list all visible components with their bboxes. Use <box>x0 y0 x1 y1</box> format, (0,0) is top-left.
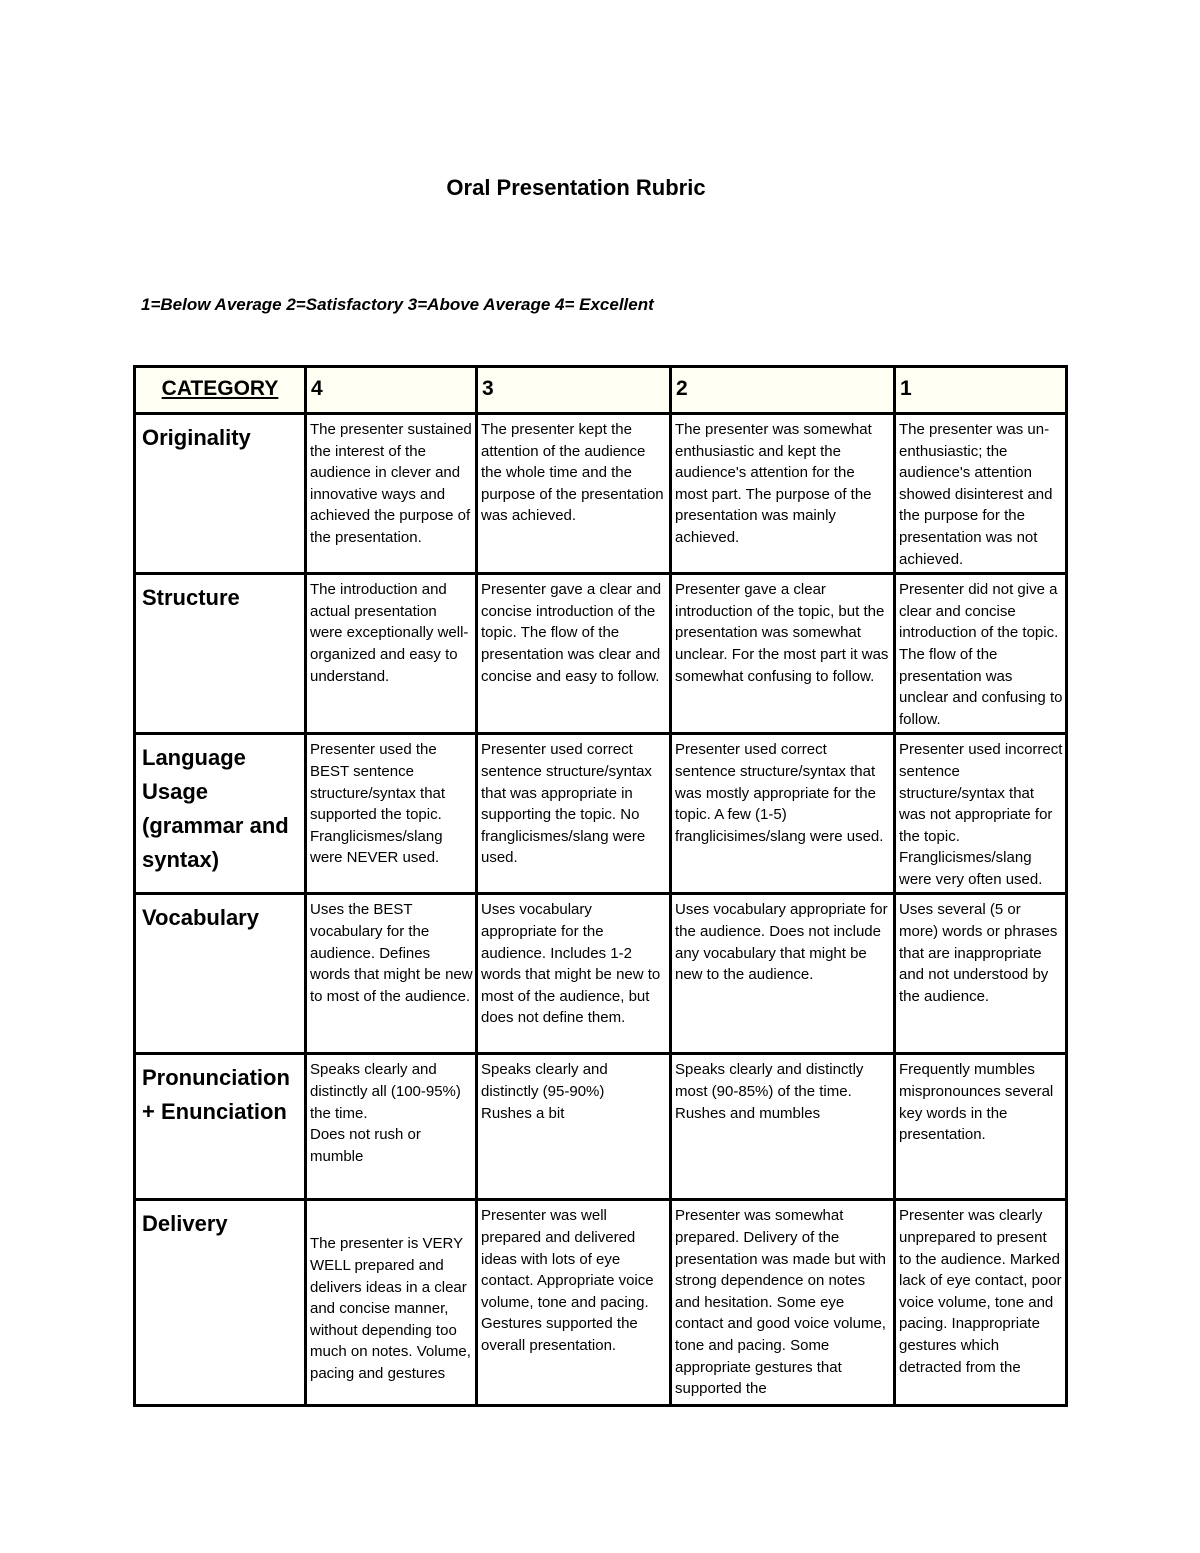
rubric-table <box>133 365 1068 1407</box>
table-cell: Speaks clearly and distinctly all (100-95%) the time. Does not rush or mumble <box>306 1054 477 1200</box>
table-row <box>135 734 1067 894</box>
table-cell: Frequently mumbles mispronounces several key words in the presentation. <box>895 1054 1067 1200</box>
table-cell: The presenter is VERY WELL prepared and delivers ideas in a clear and concise manner, without depending too much on notes. Volume, pacing and gestures <box>306 1200 477 1406</box>
table-cell: Presenter gave a clear and concise introduction of the topic. The flow of the presentation was clear and concise and easy to follow. <box>477 574 671 734</box>
table-cell: The presenter kept the attention of the audience the whole time and the purpose of the presentation was achieved. <box>477 414 671 574</box>
table-cell: Presenter did not give a clear and concise introduction of the topic. The flow of the presentation was unclear and confusing to follow. <box>895 574 1067 734</box>
category-language-usage: Language Usage (grammar and syntax) <box>135 734 306 894</box>
table-cell: Speaks clearly and distinctly most (90-85%) of the time. Rushes and mumbles <box>671 1054 895 1200</box>
table-row <box>135 894 1067 1054</box>
table-cell: Uses several (5 or more) words or phrases that are inappropriate and not understood by the audience. <box>895 894 1067 1054</box>
table-cell: Uses the BEST vocabulary for the audience. Defines words that might be new to most of the audience. <box>306 894 477 1054</box>
table-row <box>135 414 1067 574</box>
table-cell: Presenter was clearly unprepared to present to the audience. Marked lack of eye contact, poor voice volume, tone and pacing. Inappropriate gestures which detracted from the <box>895 1200 1067 1406</box>
category-structure: Structure <box>135 574 306 734</box>
table-cell: Presenter used correct sentence structure/syntax that was appropriate in supporting the topic. No franglicismes/slang were used. <box>477 734 671 894</box>
table-cell: The presenter sustained the interest of the audience in clever and innovative ways and achieved the purpose of the presentation. <box>306 414 477 574</box>
header-score-2: 2 <box>671 367 895 414</box>
table-cell: Speaks clearly and distinctly (95-90%) Rushes a bit <box>477 1054 671 1200</box>
header-category: CATEGORY <box>135 367 306 414</box>
table-cell: The presenter was un-enthusiastic; the audience's attention showed disinterest and the purpose for the presentation was not achieved. <box>895 414 1067 574</box>
table-row <box>135 574 1067 734</box>
category-vocabulary: Vocabulary <box>135 894 306 1054</box>
header-score-4: 4 <box>306 367 477 414</box>
table-cell: Presenter used incorrect sentence structure/syntax that was not appropriate for the topic. Franglicismes/slang were very often used. <box>895 734 1067 894</box>
rating-scale: 1=Below Average 2=Satisfactory 3=Above Average 4= Excellent <box>141 295 654 314</box>
table-cell: The introduction and actual presentation were exceptionally well- organized and easy to understand. <box>306 574 477 734</box>
category-pronunciation: Pronunciation + Enunciation <box>135 1054 306 1200</box>
header-score-1: 1 <box>895 367 1067 414</box>
header-row <box>135 367 1067 414</box>
table-row <box>135 1054 1067 1200</box>
category-originality: Originality <box>135 414 306 574</box>
table-cell: Presenter was well prepared and delivered ideas with lots of eye contact. Appropriate voice volume, tone and pacing. Gestures supported the overall presentation. <box>477 1200 671 1406</box>
table-cell: Uses vocabulary appropriate for the audience. Includes 1-2 words that might be new to most of the audience, but does not define them. <box>477 894 671 1054</box>
page-title: Oral Presentation Rubric <box>446 175 706 200</box>
category-delivery: Delivery <box>135 1200 306 1406</box>
table-cell: Presenter gave a clear introduction of the topic, but the presentation was somewhat unclear. For the most part it was somewhat confusing to follow. <box>671 574 895 734</box>
table-cell: Presenter was somewhat prepared. Delivery of the presentation was made but with strong dependence on notes and hesitation. Some eye contact and good voice volume, tone and pacing. Some appropriate gestures that supported the <box>671 1200 895 1406</box>
table-cell: Presenter used the BEST sentence structure/syntax that supported the topic. Franglicismes/slang were NEVER used. <box>306 734 477 894</box>
table-cell: Uses vocabulary appropriate for the audience. Does not include any vocabulary that might be new to the audience. <box>671 894 895 1054</box>
table-row <box>135 1200 1067 1406</box>
table-cell: Presenter used correct sentence structure/syntax that was mostly appropriate for the topic. A few (1-5) franglicisimes/slang were used. <box>671 734 895 894</box>
header-score-3: 3 <box>477 367 671 414</box>
table-cell: The presenter was somewhat enthusiastic and kept the audience's attention for the most part. The purpose of the presentation was mainly achieved. <box>671 414 895 574</box>
